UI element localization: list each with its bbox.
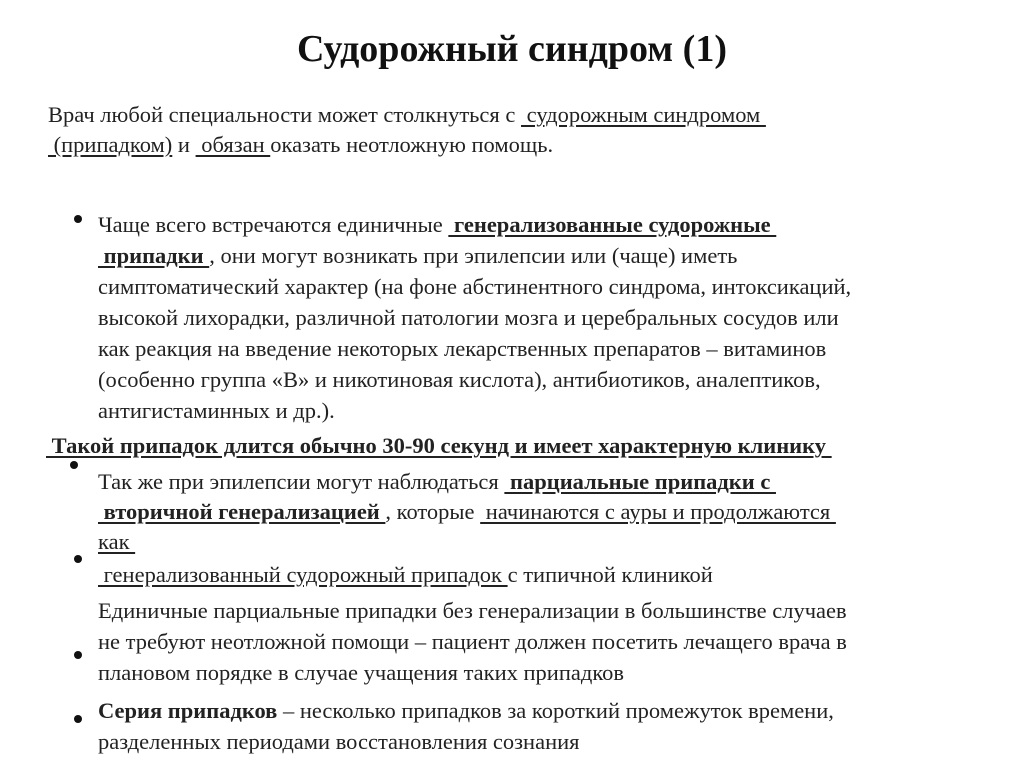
para2-text: Так же при эпилепсии могут наблюдаться [98, 469, 505, 494]
para4-text: – несколько припадков за короткий промежуток времени, [277, 698, 834, 723]
para4-term-series: Серия припадков [98, 698, 278, 723]
para1-line-5: как реакция на введение некоторых лекарственных препаратов – витаминов [98, 336, 827, 361]
intro-text: и [172, 132, 196, 157]
intro-text: Врач любой специальности может столкнуться с [48, 102, 522, 127]
bullet-icon [70, 461, 78, 469]
intro-term-obliged: обязан [195, 132, 271, 157]
para3-line-2: не требуют неотложной помощи – пациент должен посетить лечащего врача в [98, 629, 847, 654]
bullet-icon [74, 555, 82, 563]
intro-line-2 [48, 130, 553, 160]
para2-line-4 [98, 560, 713, 590]
para2-line-2 [98, 497, 836, 527]
para1-term-generalized: генерализованные судорожные [448, 212, 777, 237]
bullet-icon [74, 715, 82, 723]
para2-term-as: как [98, 529, 136, 554]
intro-term-seizure: (припадком) [48, 132, 173, 157]
para2-line-3 [98, 527, 135, 557]
para2-term-aura: начинаются с ауры и продолжаются [480, 499, 836, 524]
intro-line-1 [48, 100, 766, 130]
para1-line-1 [98, 210, 776, 240]
para1-term-seizures: припадки [98, 243, 210, 268]
para1-line-2 [98, 241, 737, 271]
para3-line-3: плановом порядке в случае учащения таких припадков [98, 660, 624, 685]
para2-term-generalized-seizure: генерализованный судорожный припадок [98, 562, 508, 587]
para2-term-partial: парциальные припадки с [504, 469, 776, 494]
intro-text: оказать неотложную помощь. [270, 132, 554, 157]
para2-term-secondary: вторичной генерализацией [98, 499, 386, 524]
para1-line-6: (особенно группа «В» и никотиновая кислота), антибиотиков, аналептиков, [98, 367, 821, 392]
para3-line-1: Единичные парциальные припадки без генерализации в большинстве случаев [98, 598, 847, 623]
bullet-icon [74, 215, 82, 223]
slide-title: Судорожный синдром (1) [296, 28, 727, 70]
para1-line-4: высокой лихорадки, различной патологии мозга и церебральных сосудов или [98, 305, 839, 330]
seizure-duration-note: Такой припадок длится обычно 30-90 секунд и имеет характерную клинику [46, 433, 832, 458]
para1-line-3: симптоматический характер (на фоне абстинентного синдрома, интоксикаций, [98, 274, 852, 299]
para2-line-1 [98, 467, 776, 497]
bullet-icon [74, 651, 82, 659]
para1-text: Чаще всего встречаются единичные [98, 212, 449, 237]
para1-text: , они могут возникать при эпилепсии или (чаще) иметь [209, 243, 738, 268]
para1-line-7: антигистаминных и др.). [98, 398, 335, 423]
intro-term-convulsive-syndrome: судорожным синдромом [521, 102, 766, 127]
para2-text: , которые [385, 499, 481, 524]
para4-line-1 [98, 696, 834, 726]
para2-text: с типичной клиникой [507, 562, 713, 587]
para4-line-2: разделенных периодами восстановления сознания [98, 729, 580, 754]
